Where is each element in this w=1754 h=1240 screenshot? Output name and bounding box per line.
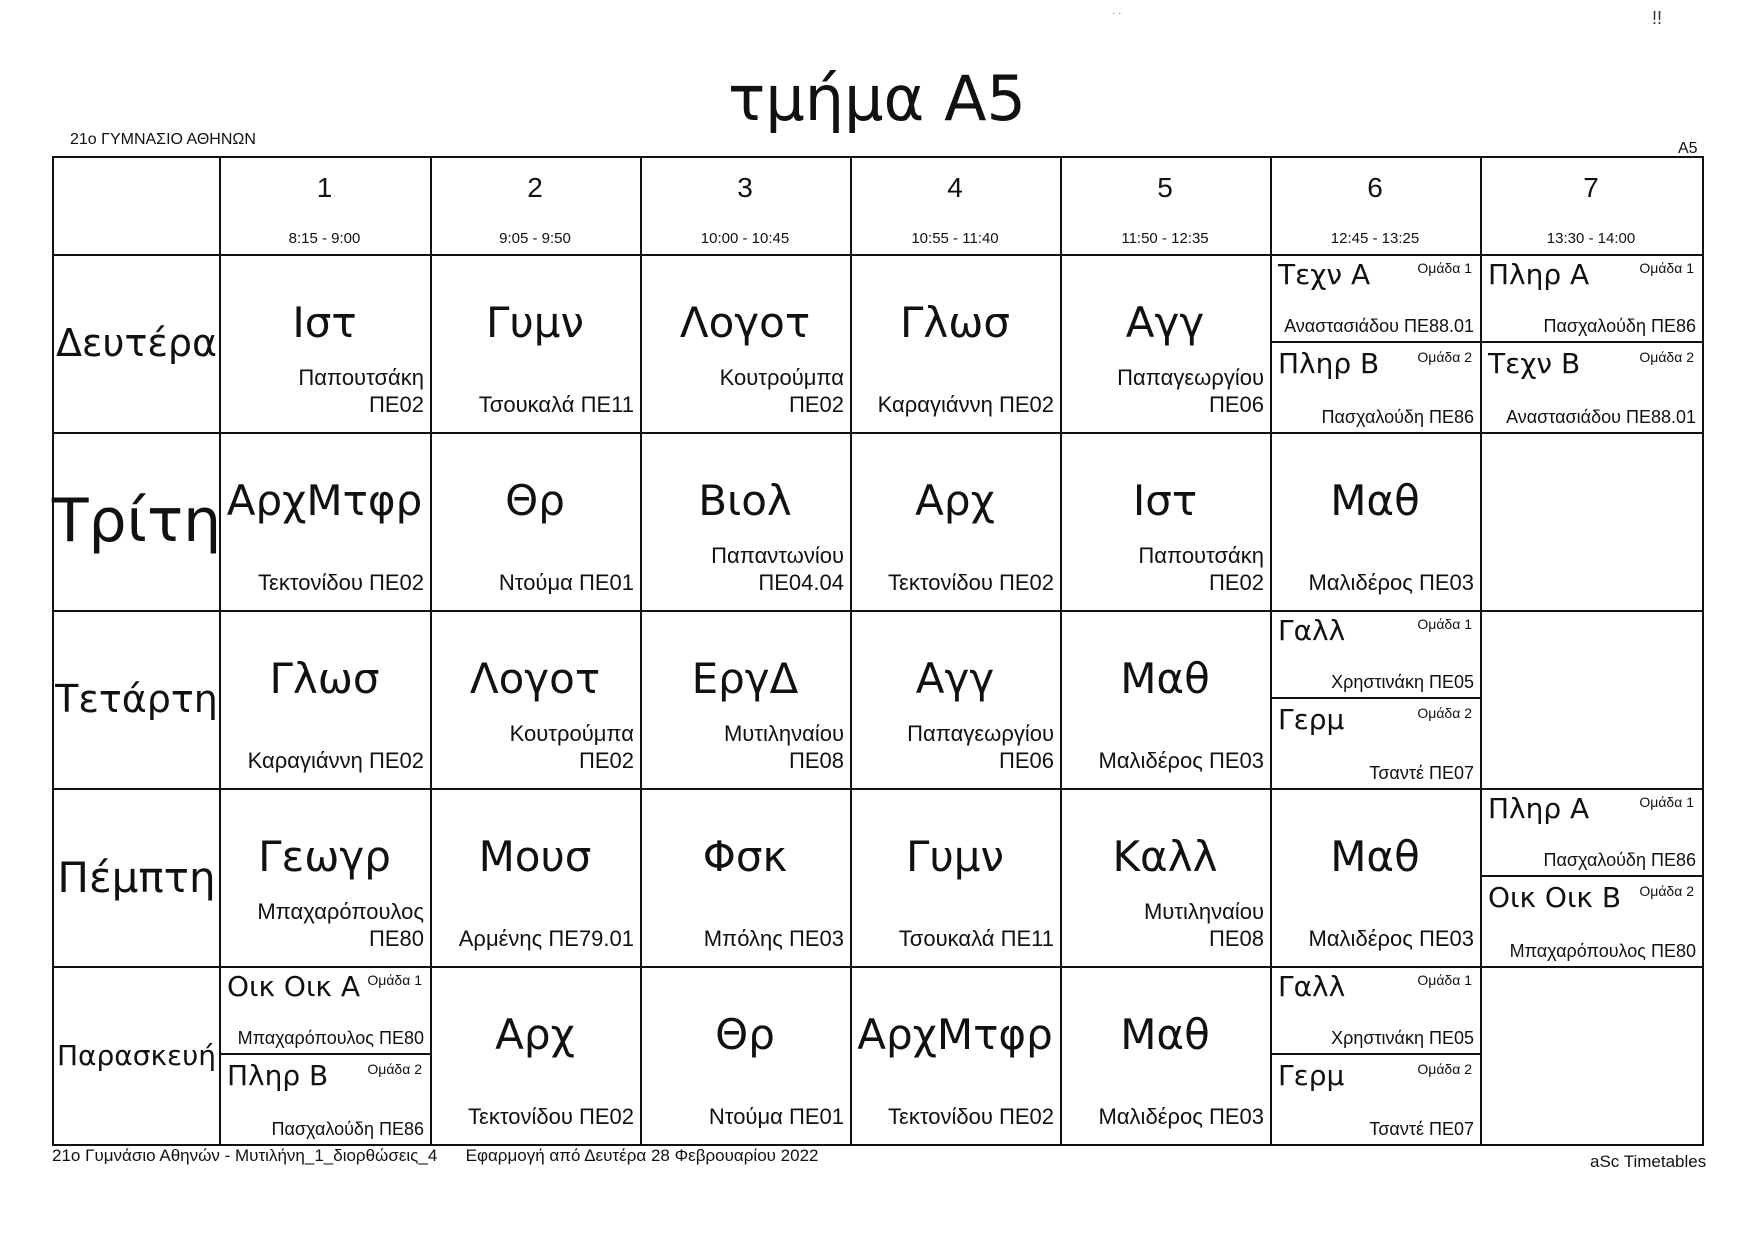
lesson-subject: Αρχ [495,1010,575,1059]
lesson-subject: Μαθ [1330,476,1420,525]
lesson-cell [1270,788,1480,966]
lesson-cell [640,966,850,1144]
lesson-subject: Ιστ [1132,476,1198,525]
lesson-teacher: Τεκτονίδου ΠΕ02 [258,570,424,595]
split-lesson-cell [1270,254,1480,432]
group-subject: Πληρ Α [1488,258,1590,291]
period-number: 3 [737,172,753,203]
split-lesson-cell [1270,610,1480,788]
period-time: 10:00 - 10:45 [700,230,790,247]
group-teacher: Πασχαλούδη ΠΕ86 [1543,316,1696,336]
lesson-cell [1270,432,1480,610]
group-subject: Πληρ Α [1488,792,1590,825]
period-number: 7 [1583,172,1599,203]
group-lesson [1270,610,1480,699]
group-lesson [1270,254,1480,343]
class-code: Α5 [1678,140,1698,157]
group-teacher: Μπαχαρόπουλος ΠΕ80 [237,1028,424,1048]
group-lesson [219,1055,430,1144]
lesson-subject: Αρχ [915,476,995,525]
split-lesson-cell [219,966,430,1144]
lesson-subject: Καλλ [1112,832,1218,881]
group-label: Ομάδα 2 [1417,1061,1472,1077]
lesson-cell [1060,254,1270,432]
lesson-subject: Βιολ [698,476,792,525]
group-subject: Γαλλ [1278,970,1346,1003]
lesson-teacher: Μυτιληναίου ΠΕ08 [1143,899,1264,951]
lesson-cell [850,432,1060,610]
lesson-cell [430,610,640,788]
lesson-teacher: Μαλιδέρος ΠΕ03 [1098,748,1264,773]
group-label: Ομάδα 1 [1639,260,1694,276]
group-teacher: Τσαντέ ΠΕ07 [1369,1119,1474,1139]
lesson-teacher: Κουτρούμπα ΠΕ02 [719,365,844,417]
empty-cell [1480,966,1702,1144]
lesson-teacher: Αρμένης ΠΕ79.01 [458,926,634,951]
group-teacher: Πασχαλούδη ΠΕ86 [1321,407,1474,427]
group-label: Ομάδα 2 [367,1061,422,1077]
lesson-teacher: Καραγιάννη ΠΕ02 [247,748,424,773]
lesson-subject: Μαθ [1330,832,1420,881]
lesson-subject: ΑρχΜτφρ [226,476,423,525]
lesson-cell [430,966,640,1144]
group-lesson [1480,877,1702,966]
lesson-subject: Γυμν [486,298,584,347]
lesson-teacher: Παπαγεωργίου ΠΕ06 [907,721,1054,773]
period-time: 10:55 - 11:40 [911,230,999,247]
period-header [1480,158,1702,254]
period-time: 11:50 - 12:35 [1121,230,1209,247]
scan-mark: !! [1652,8,1663,28]
lesson-cell [219,254,430,432]
group-lesson [1480,254,1702,343]
lesson-cell [850,610,1060,788]
group-teacher: Πασχαλούδη ΠΕ86 [1543,850,1696,870]
lesson-cell [640,432,850,610]
lesson-teacher: Παπουτσάκη ΠΕ02 [1138,543,1264,595]
group-lesson [1270,343,1480,432]
lesson-teacher: Ντούμα ΠΕ01 [498,570,634,595]
group-label: Ομάδα 1 [1417,972,1472,988]
period-time: 12:45 - 13:25 [1330,230,1420,247]
split-lesson-cell [1270,966,1480,1144]
lesson-subject: Γεωγρ [258,832,391,881]
timetable-grid [52,156,1704,1146]
lesson-subject: Μουσ [478,832,592,881]
lesson-subject: Γυμν [906,832,1004,881]
day-label: Τετάρτη [55,677,218,721]
lesson-cell [430,432,640,610]
lesson-cell [850,966,1060,1144]
group-label: Ομάδα 1 [1639,794,1694,810]
group-teacher: Μπαχαρόπουλος ΠΕ80 [1509,941,1696,961]
group-label: Ομάδα 1 [367,972,422,988]
footer-note: 21ο Γυμνάσιο Αθηνών - Μυτιλήνη_1_διορθώσεις_4 Εφαρμογή από Δευτέρα 28 Φεβρουαρίου 2022 [52,1146,819,1165]
group-subject: Γερμ [1278,703,1345,736]
group-label: Ομάδα 2 [1639,349,1694,365]
lesson-cell [640,788,850,966]
group-lesson [219,966,430,1055]
period-number: 4 [947,172,963,203]
lesson-teacher: Μπαχαρόπουλος ΠΕ80 [257,899,424,951]
lesson-subject: Λογοτ [679,298,811,347]
lesson-cell [1060,432,1270,610]
lesson-subject: Γλωσ [899,298,1011,347]
lesson-subject: Λογοτ [469,654,601,703]
period-header [430,158,640,254]
period-time: 9:05 - 9:50 [499,230,571,247]
lesson-teacher: Τσουκαλά ΠΕ11 [478,392,634,417]
period-time: 8:15 - 9:00 [288,230,361,247]
lesson-cell [1060,788,1270,966]
group-label: Ομάδα 2 [1639,883,1694,899]
group-teacher: Αναστασιάδου ΠΕ88.01 [1506,407,1696,427]
lesson-teacher: Παπαντωνίου ΠΕ04.04 [711,543,844,595]
period-header [850,158,1060,254]
group-lesson [1480,788,1702,877]
lesson-teacher: Ντούμα ΠΕ01 [708,1104,844,1129]
split-lesson-cell [1480,788,1702,966]
lesson-cell [850,254,1060,432]
lesson-teacher: Παπουτσάκη ΠΕ02 [298,365,424,417]
lesson-subject: Αγγ [915,654,995,703]
group-lesson [1270,1055,1480,1144]
day-label: Τρίτη [51,486,222,556]
group-lesson [1270,699,1480,788]
lesson-cell [219,610,430,788]
lesson-teacher: Τεκτονίδου ΠΕ02 [888,570,1054,595]
group-subject: Οικ Οικ Β [1488,881,1622,914]
group-lesson [1270,966,1480,1055]
group-teacher: Χρηστινάκη ΠΕ05 [1331,1028,1474,1048]
lesson-cell [640,610,850,788]
page-title: τμήμα Α5 [728,62,1026,135]
day-label: Παρασκευή [56,1038,217,1072]
period-header [219,158,430,254]
lesson-teacher: Μαλιδέρος ΠΕ03 [1308,926,1474,951]
lesson-teacher: Παπαγεωργίου ΠΕ06 [1117,365,1264,417]
lesson-teacher: Μαλιδέρος ΠΕ03 [1308,570,1474,595]
lesson-cell [1060,610,1270,788]
lesson-teacher: Μαλιδέρος ΠΕ03 [1098,1104,1264,1129]
empty-cell [1480,432,1702,610]
group-subject: Γερμ [1278,1059,1345,1092]
lesson-teacher: Τεκτονίδου ΠΕ02 [468,1104,634,1129]
footer-credit: aSc Timetables [1590,1152,1707,1171]
empty-cell [1480,610,1702,788]
lesson-subject: Ιστ [292,298,357,347]
group-lesson [1480,343,1702,432]
lesson-subject: Θρ [715,1010,775,1059]
lesson-teacher: Κουτρούμπα ΠΕ02 [509,721,634,773]
period-header [1270,158,1480,254]
group-label: Ομάδα 1 [1417,260,1472,276]
lesson-teacher: Μπόλης ΠΕ03 [703,926,844,951]
group-subject: Τεχν Α [1278,258,1371,291]
lesson-teacher: Καραγιάννη ΠΕ02 [877,392,1054,417]
lesson-teacher: Τεκτονίδου ΠΕ02 [888,1104,1054,1129]
lesson-cell [219,788,430,966]
day-label: Πέμπτη [57,852,216,902]
lesson-subject: Αγγ [1125,298,1205,347]
group-teacher: Χρηστινάκη ΠΕ05 [1331,672,1474,692]
period-number: 2 [527,172,543,203]
group-label: Ομάδα 2 [1417,349,1472,365]
period-number: 6 [1367,172,1383,203]
lesson-subject: Μαθ [1120,654,1210,703]
group-subject: Πληρ Β [227,1059,329,1092]
lesson-cell [430,788,640,966]
lesson-cell [850,788,1060,966]
group-subject: Τεχν Β [1488,347,1581,380]
period-time: 13:30 - 14:00 [1546,230,1636,247]
split-lesson-cell [1480,254,1702,432]
period-number: 1 [316,172,333,203]
group-teacher: Τσαντέ ΠΕ07 [1369,763,1474,783]
lesson-cell [640,254,850,432]
lesson-cell [1060,966,1270,1144]
lesson-teacher: Τσουκαλά ΠΕ11 [898,926,1054,951]
group-teacher: Αναστασιάδου ΠΕ88.01 [1284,316,1474,336]
group-subject: Πληρ Β [1278,347,1380,380]
scan-mark: · · [1112,8,1122,19]
lesson-subject: ΑρχΜτφρ [857,1010,1053,1059]
group-subject: Γαλλ [1278,614,1346,647]
group-subject: Οικ Οικ Α [227,970,360,1003]
period-header [640,158,850,254]
lesson-subject: Φσκ [702,832,788,881]
group-label: Ομάδα 1 [1417,616,1472,632]
period-number: 5 [1157,172,1173,203]
period-header [1060,158,1270,254]
group-label: Ομάδα 2 [1417,705,1472,721]
lesson-subject: ΕργΔ [691,654,799,703]
day-label: Δευτέρα [55,321,218,365]
lesson-cell [430,254,640,432]
school-name: 21ο ΓΥΜΝΑΣΙΟ ΑΘΗΝΩΝ [70,131,256,148]
lesson-teacher: Μυτιληναίου ΠΕ08 [723,721,844,773]
lesson-subject: Γλωσ [269,654,380,703]
lesson-subject: Μαθ [1120,1010,1210,1059]
lesson-subject: Θρ [505,476,565,525]
group-teacher: Πασχαλούδη ΠΕ86 [271,1119,424,1139]
lesson-cell [219,432,430,610]
